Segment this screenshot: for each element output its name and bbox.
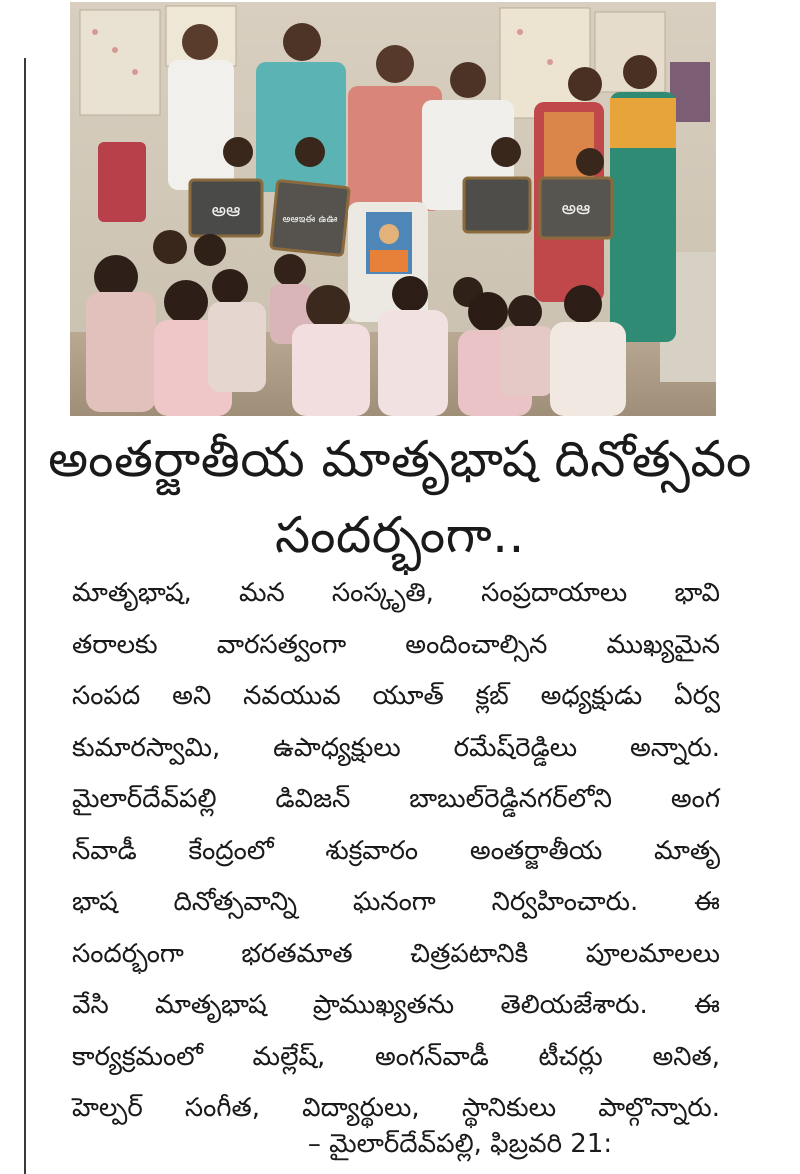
- body-line: కార్యక్రమంలో మల్లేష్, అంగన్‌వాడీ టీచర్లు అనిత,: [72, 1041, 720, 1072]
- body-line: వేసి మాతృభాష ప్రాముఖ్యతను తెలియజేశారు. ఈ: [72, 990, 720, 1020]
- article-body: [72, 568, 720, 1135]
- body-line: తరాలకు వారసత్వంగా అందించాల్సిన ముఖ్యమైన: [72, 629, 720, 660]
- headline-line-2: సందర్భంగా..: [275, 506, 525, 564]
- body-line: హెల్పర్ సంగీత, విద్యార్థులు, స్థానికులు పాల్గొన్నారు.: [72, 1093, 720, 1123]
- article-photo: [70, 2, 716, 416]
- slate-text-4: అఆ: [561, 198, 591, 219]
- group-photo-image: [70, 2, 716, 416]
- slate-text-1: అఆ: [211, 200, 241, 221]
- body-line: కుమారస్వామి, ఉపాధ్యక్షులు రమేష్‌రెడ్డిలు అన్నారు.: [72, 732, 720, 763]
- dateline: – మైలార్‌దేవ్‌పల్లి, ఫిబ్రవరి 21:: [307, 1129, 613, 1159]
- body-line: భాష దినోత్సవాన్ని ఘనంగా నిర్వహించారు. ఈ: [72, 887, 720, 917]
- body-line: సంపద అని నవయువ యూత్ క్లబ్ అధ్యక్షుడు ఏర్వ: [72, 681, 720, 711]
- body-line: మైలార్‌దేవ్‌పల్లి డివిజన్ బాబుల్‌రెడ్డినగర్‌లోని అంగ: [72, 784, 720, 814]
- body-line: న్‌వాడీ కేంద్రంలో శుక్రవారం అంతర్జాతీయ మాతృ: [72, 835, 720, 866]
- headline-line-1: అంతర్జాతీయ మాతృభాష దినోత్సవం: [48, 430, 752, 488]
- slate-text-2: అఆఇఈ ఉఊ: [282, 214, 338, 225]
- column-rule: [24, 58, 26, 1174]
- body-line: సందర్భంగా భరతమాత చిత్రపటానికి పూలమాలలు: [72, 938, 720, 969]
- body-line: మాతృభాష, మన సంస్కృతి, సంప్రదాయాలు భావి: [72, 578, 720, 608]
